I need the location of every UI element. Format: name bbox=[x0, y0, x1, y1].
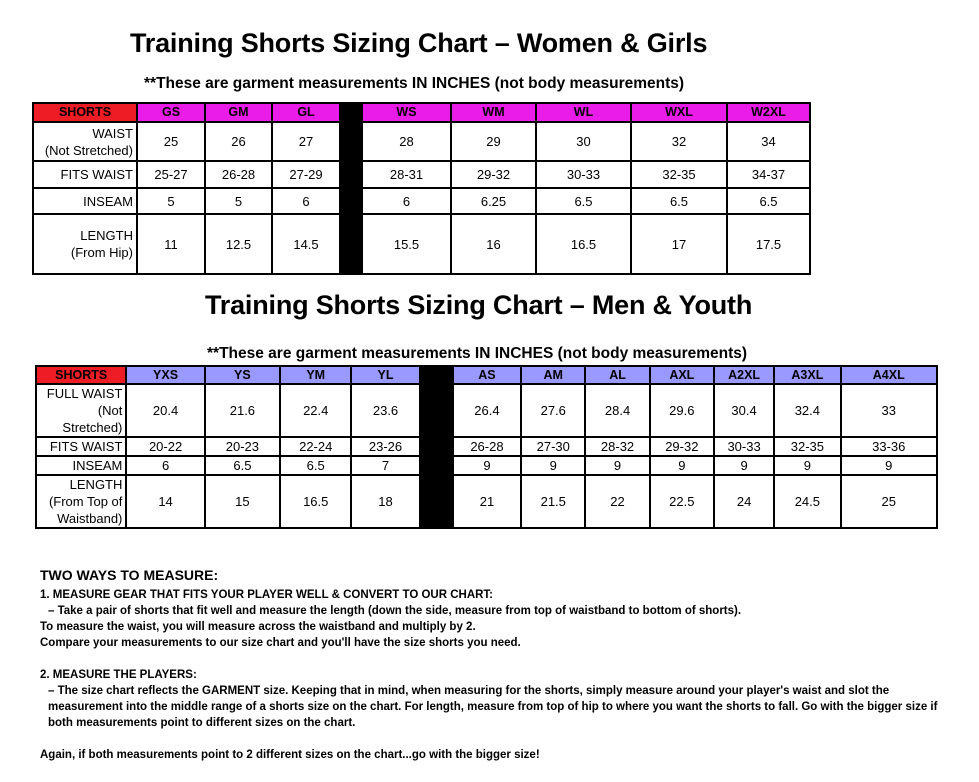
table-cell: 24 bbox=[714, 475, 774, 528]
table-cell: 20.4 bbox=[126, 384, 204, 437]
instructions-heading: TWO WAYS TO MEASURE: bbox=[40, 567, 219, 583]
row-label-length: LENGTH (From Hip) bbox=[33, 214, 137, 274]
table-row bbox=[36, 384, 937, 437]
table-cell: 16.5 bbox=[536, 214, 631, 274]
row-label-length: LENGTH (From Top of Waistband) bbox=[36, 475, 126, 528]
men-chart-title: Training Shorts Sizing Chart – Men & Youth bbox=[205, 290, 753, 320]
table-cell: 28.4 bbox=[585, 384, 649, 437]
table-cell: 21 bbox=[453, 475, 521, 528]
table-cell: 29 bbox=[451, 122, 536, 161]
table-cell: 6 bbox=[362, 188, 451, 214]
table-cell: 32-35 bbox=[631, 161, 727, 188]
table-cell: 27.6 bbox=[521, 384, 585, 437]
table-cell: 5 bbox=[205, 188, 272, 214]
table-cell: 21.5 bbox=[521, 475, 585, 528]
size-header-ym: YM bbox=[280, 366, 351, 384]
table-cell: 22.5 bbox=[650, 475, 714, 528]
table-cell: 11 bbox=[137, 214, 205, 274]
table-cell: 32-35 bbox=[774, 437, 840, 456]
men-size-table bbox=[35, 365, 938, 529]
women-chart-subtitle: **These are garment measurements IN INCHES (not body measurements) bbox=[144, 75, 685, 92]
step1-line1: – Take a pair of shorts that fit well and measure the length (down the side, measure from top of waistband to bottom of shorts). bbox=[48, 605, 742, 617]
table-cell: 29-32 bbox=[451, 161, 536, 188]
size-header-a3xl: A3XL bbox=[774, 366, 840, 384]
size-header-axl: AXL bbox=[650, 366, 714, 384]
table-cell: 9 bbox=[453, 456, 521, 475]
table-row bbox=[36, 437, 937, 456]
table-cell: 12.5 bbox=[205, 214, 272, 274]
shorts-header-cell: SHORTS bbox=[33, 103, 137, 122]
table-cell: 30.4 bbox=[714, 384, 774, 437]
table-cell: 9 bbox=[841, 456, 938, 475]
table-cell: 6.5 bbox=[727, 188, 810, 214]
row-label-fits-waist: FITS WAIST bbox=[36, 437, 126, 456]
size-header-a2xl: A2XL bbox=[714, 366, 774, 384]
table-row bbox=[36, 475, 937, 528]
table-cell: 26-28 bbox=[453, 437, 521, 456]
table-cell: 9 bbox=[774, 456, 840, 475]
table-cell: 26-28 bbox=[205, 161, 272, 188]
table-cell: 23-26 bbox=[351, 437, 419, 456]
step1-line3: Compare your measurements to our size chart and you'll have the size shorts you need. bbox=[40, 637, 521, 649]
table-cell: 14.5 bbox=[272, 214, 340, 274]
size-header-yl: YL bbox=[351, 366, 419, 384]
table-cell: 15 bbox=[205, 475, 280, 528]
size-header-am: AM bbox=[521, 366, 585, 384]
table-cell: 9 bbox=[585, 456, 649, 475]
table-cell: 32.4 bbox=[774, 384, 840, 437]
table-cell: 9 bbox=[521, 456, 585, 475]
men-chart-subtitle: **These are garment measurements IN INCHES (not body measurements) bbox=[207, 345, 748, 362]
size-header-wm: WM bbox=[451, 103, 536, 122]
table-row bbox=[33, 188, 810, 214]
table-cell: 34 bbox=[727, 122, 810, 161]
shorts-header-cell: SHORTS bbox=[36, 366, 126, 384]
size-header-wxl: WXL bbox=[631, 103, 727, 122]
table-cell: 22-24 bbox=[280, 437, 351, 456]
table-cell: 25-27 bbox=[137, 161, 205, 188]
size-header-w2xl: W2XL bbox=[727, 103, 810, 122]
table-cell: 25 bbox=[841, 475, 938, 528]
table-cell: 29-32 bbox=[650, 437, 714, 456]
table-cell: 26 bbox=[205, 122, 272, 161]
table-cell: 20-22 bbox=[126, 437, 204, 456]
table-row bbox=[33, 161, 810, 188]
table-cell: 34-37 bbox=[727, 161, 810, 188]
table-cell: 33 bbox=[841, 384, 938, 437]
table-row bbox=[33, 122, 810, 161]
women-chart-title: Training Shorts Sizing Chart – Women & Girls bbox=[130, 28, 708, 58]
table-cell: 32 bbox=[631, 122, 727, 161]
size-header-yxs: YXS bbox=[126, 366, 204, 384]
table-cell: 15.5 bbox=[362, 214, 451, 274]
table-cell: 16.5 bbox=[280, 475, 351, 528]
table-cell: 22.4 bbox=[280, 384, 351, 437]
size-header-gl: GL bbox=[272, 103, 340, 122]
table-cell: 29.6 bbox=[650, 384, 714, 437]
table-cell: 14 bbox=[126, 475, 204, 528]
size-header-gs: GS bbox=[137, 103, 205, 122]
table-cell: 27 bbox=[272, 122, 340, 161]
table-cell: 6.5 bbox=[536, 188, 631, 214]
table-cell: 28-32 bbox=[585, 437, 649, 456]
table-cell: 6.5 bbox=[631, 188, 727, 214]
row-label-inseam: INSEAM bbox=[36, 456, 126, 475]
table-cell: 17.5 bbox=[727, 214, 810, 274]
row-label-waist: WAIST (Not Stretched) bbox=[33, 122, 137, 161]
size-header-as: AS bbox=[453, 366, 521, 384]
step1-line2: To measure the waist, you will measure across the waistband and multiply by 2. bbox=[40, 621, 476, 633]
size-header-al: AL bbox=[585, 366, 649, 384]
size-header-ys: YS bbox=[205, 366, 280, 384]
step2-text: – The size chart reflects the GARMENT size. Keeping that in mind, when measuring for the shorts, simply measure around your player's waist and slot the measurement into the middle range of a shorts size on the chart. For length, measure from top of hip to where you want the shorts to fall. Go with the bigger size if both measurements point to different sizes on the chart. bbox=[48, 685, 938, 729]
row-label-fits-waist: FITS WAIST bbox=[33, 161, 137, 188]
table-cell: 27-30 bbox=[521, 437, 585, 456]
size-header-a4xl: A4XL bbox=[841, 366, 938, 384]
divider-column bbox=[420, 366, 453, 528]
women-size-table bbox=[32, 102, 811, 275]
table-cell: 24.5 bbox=[774, 475, 840, 528]
table-cell: 6.5 bbox=[280, 456, 351, 475]
table-cell: 16 bbox=[451, 214, 536, 274]
table-cell: 30 bbox=[536, 122, 631, 161]
closing-note: Again, if both measurements point to 2 different sizes on the chart...go with the bigger size! bbox=[40, 749, 540, 761]
table-cell: 20-23 bbox=[205, 437, 280, 456]
table-cell: 7 bbox=[351, 456, 419, 475]
size-header-wl: WL bbox=[536, 103, 631, 122]
table-cell: 28-31 bbox=[362, 161, 451, 188]
row-label-inseam: INSEAM bbox=[33, 188, 137, 214]
table-cell: 23.6 bbox=[351, 384, 419, 437]
table-cell: 9 bbox=[714, 456, 774, 475]
women-header-row bbox=[33, 103, 810, 122]
table-cell: 25 bbox=[137, 122, 205, 161]
table-cell: 17 bbox=[631, 214, 727, 274]
table-cell: 26.4 bbox=[453, 384, 521, 437]
table-cell: 22 bbox=[585, 475, 649, 528]
step2-title: 2. MEASURE THE PLAYERS: bbox=[40, 669, 197, 681]
men-header-row bbox=[36, 366, 937, 384]
table-cell: 21.6 bbox=[205, 384, 280, 437]
table-row bbox=[33, 214, 810, 274]
size-header-ws: WS bbox=[362, 103, 451, 122]
table-cell: 30-33 bbox=[714, 437, 774, 456]
measuring-instructions bbox=[40, 567, 950, 763]
table-cell: 27-29 bbox=[272, 161, 340, 188]
table-cell: 6.5 bbox=[205, 456, 280, 475]
step1-title: 1. MEASURE GEAR THAT FITS YOUR PLAYER WELL & CONVERT TO OUR CHART: bbox=[40, 589, 494, 601]
table-row bbox=[36, 456, 937, 475]
table-cell: 33-36 bbox=[841, 437, 938, 456]
size-header-gm: GM bbox=[205, 103, 272, 122]
table-cell: 28 bbox=[362, 122, 451, 161]
table-cell: 30-33 bbox=[536, 161, 631, 188]
table-cell: 6.25 bbox=[451, 188, 536, 214]
table-cell: 18 bbox=[351, 475, 419, 528]
row-label-full-waist: FULL WAIST (Not Stretched) bbox=[36, 384, 126, 437]
table-cell: 6 bbox=[272, 188, 340, 214]
table-cell: 5 bbox=[137, 188, 205, 214]
divider-column bbox=[340, 103, 362, 274]
table-cell: 6 bbox=[126, 456, 204, 475]
table-cell: 9 bbox=[650, 456, 714, 475]
